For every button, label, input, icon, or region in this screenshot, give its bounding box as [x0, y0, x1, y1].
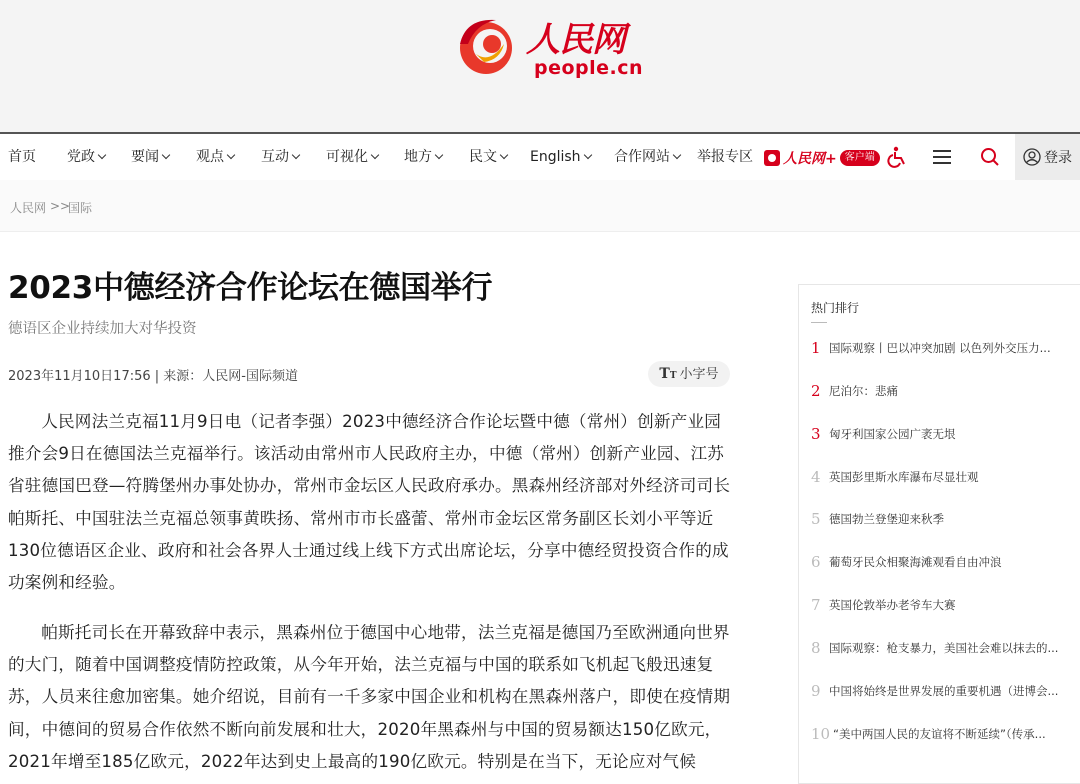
hot-item-text: “美中两国人民的友谊将不断延续”（传承... — [833, 727, 1046, 741]
nav-item-party[interactable]: 党政 — [67, 134, 105, 180]
nav-item-news[interactable]: 要闻 — [131, 134, 169, 180]
search-button[interactable] — [970, 134, 1010, 180]
article-title: 2023中德经济合作论坛在德国举行 — [8, 270, 493, 306]
chevron-down-icon — [227, 151, 235, 159]
client-app-tag: 客户端 — [840, 150, 880, 166]
login-button[interactable] — [1015, 134, 1080, 180]
hot-rank: 8 — [811, 639, 821, 657]
hot-rank: 3 — [811, 425, 821, 443]
breadcrumb-section[interactable]: 国际 — [68, 201, 93, 215]
hot-rank: 10 — [811, 725, 831, 743]
hot-item[interactable] — [811, 722, 1073, 746]
chevron-down-icon — [162, 151, 170, 159]
hot-item-text: 英国伦敦举办老爷车大赛 — [829, 598, 956, 612]
nav-item-report[interactable]: 举报专区 — [697, 149, 753, 165]
hot-rank: 7 — [811, 596, 821, 614]
hot-item[interactable] — [811, 379, 1073, 403]
article-paragraph-2: 帕斯托司长在开幕致辞中表示，黑森州位于德国中心地带，法兰克福是德国乃至欧洲通向世界的大门，随着中国调整疫情防控政策，从今年开始，法兰克福与中国的联系如飞机起飞般迅速复苏，人员来往愈加密集。她介绍说，目前有一千多家中国企业和机构在黑森州落户，即使在疫情期间，中德间的贸易合作依然不断向前发展和壮大，2020年黑森州与中国的贸易额达150亿欧元，2021年增至185亿欧元，2022年达到史上最高的190亿欧元。特别是在当下，无论应对气候 — [8, 623, 731, 771]
nav-item-local[interactable]: 地方 — [404, 134, 442, 180]
hot-item[interactable] — [811, 679, 1073, 703]
hot-item[interactable] — [811, 422, 1073, 446]
chevron-down-icon — [371, 151, 379, 159]
hot-item[interactable] — [811, 336, 1073, 360]
chevron-down-icon — [673, 151, 681, 159]
hot-rank: 5 — [811, 510, 821, 528]
client-app-icon — [764, 150, 780, 166]
nav-item-opinion[interactable]: 观点 — [196, 134, 234, 180]
hot-rank: 6 — [811, 553, 821, 571]
hot-rank: 9 — [811, 682, 821, 700]
user-icon — [1023, 148, 1041, 166]
main-nav — [0, 132, 1080, 180]
hot-item[interactable] — [811, 550, 1073, 574]
nav-item-home[interactable]: 首页 — [8, 149, 36, 165]
nav-item-partners[interactable]: 合作网站 — [614, 134, 680, 180]
font-size-button[interactable] — [648, 361, 730, 387]
site-logo[interactable] — [456, 10, 646, 82]
hot-rank: 1 — [811, 339, 821, 357]
hot-ranking-underline — [811, 322, 827, 323]
hot-rank: 2 — [811, 382, 821, 400]
logo-domain-text: people.cn — [534, 57, 644, 79]
accessibility-button[interactable] — [878, 134, 918, 180]
hot-item[interactable] — [811, 507, 1073, 531]
hot-rank: 4 — [811, 468, 821, 486]
client-app-badge[interactable] — [764, 148, 880, 168]
nav-item-visual[interactable]: 可视化 — [326, 134, 378, 180]
hot-item[interactable] — [811, 636, 1073, 660]
hot-ranking-title: 热门排行 — [811, 301, 860, 315]
hot-item-text: 中国将始终是世界发展的重要机遇（进博会... — [829, 684, 1059, 698]
breadcrumb-home[interactable]: 人民网 — [10, 201, 47, 215]
hot-item-text: 尼泊尔：悲痛 — [829, 384, 898, 398]
font-size-label: 小字号 — [679, 367, 719, 382]
hot-item[interactable] — [811, 465, 1073, 489]
accessibility-icon — [887, 146, 909, 168]
menu-icon — [933, 149, 951, 165]
nav-item-english[interactable]: English — [530, 134, 591, 180]
logo-chinese-text: 人民网 — [526, 20, 625, 60]
hot-item-text: 葡萄牙民众相聚海滩观看自由冲浪 — [829, 555, 1002, 569]
hot-item[interactable] — [811, 593, 1073, 617]
nav-item-ethnic[interactable]: 民文 — [469, 134, 507, 180]
breadcrumb-separator: >> — [50, 199, 71, 213]
logo-swirl-icon — [456, 14, 520, 78]
hot-item-text: 国际观察丨巴以冲突加剧 以色列外交压力... — [829, 341, 1051, 355]
font-size-icon: TT — [659, 366, 677, 382]
chevron-down-icon — [435, 151, 443, 159]
chevron-down-icon — [292, 151, 300, 159]
search-icon — [980, 147, 1000, 167]
chevron-down-icon — [98, 151, 106, 159]
hot-item-text: 匈牙利国家公园广袤无垠 — [829, 427, 956, 441]
article-paragraph-1: 人民网法兰克福11月9日电（记者李强）2023中德经济合作论坛暨中德（常州）创新产业园推介会9日在德国法兰克福举行。该活动由常州市人民政府主办，中德（常州）创新产业园、江苏省驻德国巴登—符腾堡州办事处协办，常州市金坛区人民政府承办。黑森州经济部对外经济司司长帕斯托、中国驻法兰克福总领事黄昳扬、常州市市长盛蕾、常州市金坛区常务副区长刘小平等近130位德语区企业、政府和社会各界人士通过线上线下方式出席论坛，分享中德经贸投资合作的成功案例和经验。 — [8, 412, 731, 593]
article-meta: 2023年11月10日17:56 | 来源：人民网-国际频道 — [8, 369, 298, 384]
hot-item-text: 德国勃兰登堡迎来秋季 — [829, 512, 944, 526]
login-label: 登录 — [1044, 150, 1072, 166]
menu-button[interactable] — [922, 134, 962, 180]
client-app-logo: 人民网+ — [783, 151, 837, 167]
chevron-down-icon — [500, 151, 508, 159]
hot-item-text: 英国彭里斯水库瀑布尽显壮观 — [829, 470, 979, 484]
masthead — [0, 0, 1080, 132]
chevron-down-icon — [583, 151, 591, 159]
hot-item-text: 国际观察：枪支暴力，美国社会难以抹去的... — [829, 641, 1059, 655]
article-subtitle: 德语区企业持续加大对华投资 — [8, 321, 197, 337]
hot-ranking-panel — [798, 284, 1080, 784]
nav-item-interact[interactable]: 互动 — [261, 134, 299, 180]
breadcrumb — [0, 180, 1080, 232]
